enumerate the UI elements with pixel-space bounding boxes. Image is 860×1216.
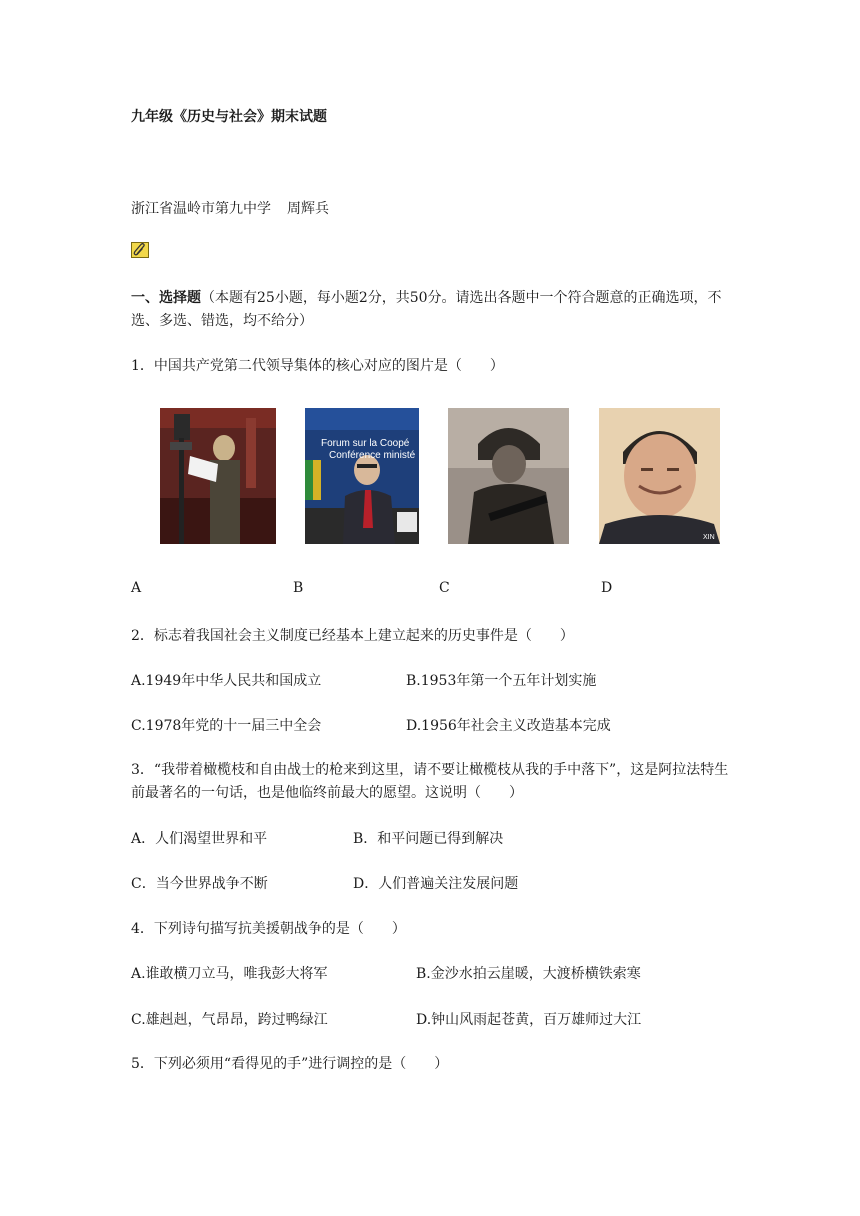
section-instructions <box>131 287 741 333</box>
photo-d-watermark: XIN <box>703 534 715 541</box>
photo-a-image <box>160 408 276 544</box>
question-2-option-b: B.1953年第一个五年计划实施 <box>406 673 597 689</box>
question-4-option-b: B.金沙水拍云崖暖，大渡桥横铁索寒 <box>416 966 641 982</box>
question-5-stem: 5．下列必须用“看得见的手”进行调控的是（ ） <box>131 1056 449 1072</box>
question-2-option-c: C.1978年党的十一届三中全会 <box>131 718 322 734</box>
question-3-stem: 3．“我带着橄榄枝和自由战士的枪来到这里，请不要让橄榄枝从我的手中落下”，这是阿拉法特生前最著名的一句话，也是他临终前最大的愿望。这说明（ ） <box>131 762 729 801</box>
section-heading: 一、选择题 <box>131 290 201 306</box>
question-2-stem: 2．标志着我国社会主义制度已经基本上建立起来的历史事件是（ ） <box>131 628 574 644</box>
question-3-option-a: A．人们渴望世界和平 <box>131 831 268 847</box>
option-label-d: D <box>601 580 613 596</box>
option-label-a: A <box>131 580 142 596</box>
question-2-option-d: D.1956年社会主义改造基本完成 <box>406 718 611 734</box>
author-name: 周辉兵 <box>287 201 329 217</box>
photo-option-b <box>305 408 419 544</box>
question-4-stem: 4．下列诗句描写抗美援朝战争的是（ ） <box>131 921 406 937</box>
question-4-option-c: C.雄赳赳，气昂昂，跨过鸭绿江 <box>131 1012 328 1028</box>
option-label-c: C <box>439 580 450 596</box>
photo-b-banner-line-1: Forum sur la Coopé <box>321 438 410 449</box>
photo-b-banner-line-2: Conférence ministé <box>329 450 416 461</box>
section-instructions-text: （本题有25小题，每小题2分，共50分。请选出各题中一个符合题意的正确选项，不选、多选、错选，均不给分） <box>131 290 722 329</box>
author-line <box>131 198 329 218</box>
question-3-option-b: B．和平问题已得到解决 <box>353 831 504 847</box>
page-title: 九年级《历史与社会》期末试题 <box>131 109 327 125</box>
option-label-b: B <box>293 580 304 596</box>
photo-option-d <box>599 408 720 544</box>
question-4-option-a: A.谁敢横刀立马，唯我彭大将军 <box>131 966 328 982</box>
school-name: 浙江省温岭市第九中学 <box>131 201 271 217</box>
photo-option-a <box>160 408 276 544</box>
question-3-option-d: D．人们普遍关注发展问题 <box>353 876 519 892</box>
photo-option-c <box>448 408 569 544</box>
question-3-option-c: C．当今世界战争不断 <box>131 876 268 892</box>
clip-icon[interactable] <box>131 242 149 258</box>
question-2-option-a: A.1949年中华人民共和国成立 <box>131 673 322 689</box>
question-1-stem: 1．中国共产党第二代领导集体的核心对应的图片是（ ） <box>131 358 504 374</box>
question-4-option-d: D.钟山风雨起苍黄，百万雄师过大江 <box>416 1012 642 1028</box>
